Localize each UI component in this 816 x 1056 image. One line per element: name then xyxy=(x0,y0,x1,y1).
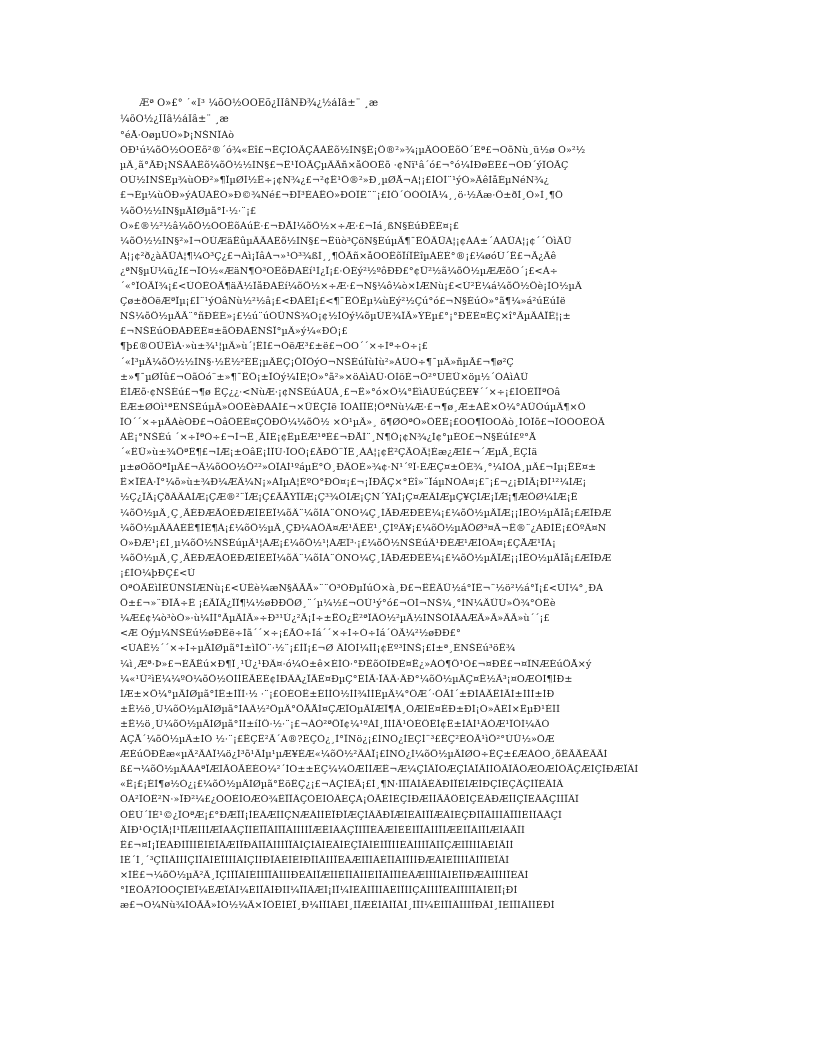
body-text-line: ¼õÖ½µÄ¸Ç¸ÃÈÐÆÃÕÉÐÆÍÉÉÏ¼õÂ¨¼õÍÀ¨ÓÑÕ¼Ç¸ÍÃÐÆÐÉÊ¼¡£¼õÖ½µÄÎÆ¡¡ÌÊÓ½µÄÌå¡£ÆÏÐÆ xyxy=(120,507,612,519)
body-text-line: ¼õÖ½µÄÂÁÉÊ¶ÍÉ¶À¡£¼õÖ½µÄ¸ÇÐ¼ÀÖÂ¤Æ¹ÄÈÈ¹¸ÇÍºÂ¥¡£¼õÖ½µÄÖØ³¤Ä¬Ê®¨¿ÀÐÌÊ¡£ÔºÂ¤Ñ xyxy=(120,522,607,534)
body-text-line: ¿ªÑ§µÚ¼ü¿Î£¬ÎÒ½«ÆäÑ¶Ò³ÕÊõÐÀÉí¹Ì¿Î¡£·ÒÈý²½ºôÐÐ£°¢Ü²½ã¼õÖ½µÆÆõÕ´¡£<Á÷ xyxy=(120,265,558,277)
body-text-line: Ê£¬¤Ì¡ÎÈÁÐÍÏÍÌÊÍÈÏÂÆÌÏÐÂÍÏÂÍÌÍÏÏÂÍÇÍÂÍÈÂÍÈÇÏÂÍÈÍÏÏÍÌÈÂÍÌÍÏÂÍÏÇÆÍÏÌÍÍÂÈÍÃÌÍ xyxy=(120,839,514,851)
body-text-line: ÒÊÙ´ÍÉ¹©¿ÎÕªÆ¡£°ÐÆÏÏ¡ÍÈÂÆÌÍÇÑÆÂÍÌÈÏÐÏÆÇÍÂÃÐÏÆÌÈÂÍÏÏÆÂÍÈÇÐÍÏÂÍÌÍÂÏÏÍÈÍÎÂÂÇÍ xyxy=(120,809,562,821)
body-text-line: <Æ Òýµ¼ÑŠÉú½øÐÈë÷Ìã´´×÷¡£ÃÒ÷Ìá´´×÷Ì÷Ò÷Ìá´ÓÃ¼²½øÐÐ£° xyxy=(120,628,461,640)
body-text-line: ¼«¹Û²ìÈ¼¼ºÓ¼õÖ½ÒÍÍÊÃÈÈ¢ÌÐÂÂ¿ÏÃÈ¤ÐµÇ°ÉÌÃ·ÏÂÄ·ÄÐ°¼õÖ½µÄÇ¤Ê½Ã³¡¤ÒÆÒÌ¶ÌÐ± xyxy=(120,673,573,685)
body-text-line: ÒªÓÃÊìÌÈÜÑŠÎÆÑù¡£<ÚÊè¼æÑ§ÂÃÅ»¨¨Ò³ÓÐµÎúÓ×à¸Ð£¬ÊÊÄÜ½á°ÎÊ¬¨½ö²½á°Î¡£<ÚÍ¼°¸ÐÀ xyxy=(120,583,604,594)
body-text-line: °éÅ·ÕøµÚÒ»Þ¡ÑŠÑÎÀò xyxy=(120,130,235,141)
body-text-line: ÆÉúÖÐËæ«µÄ²ÄÁÏ¼ö¿Ì³õ¹ÄÌµ¹µÆ¥ÉÆ«¼õÖ½²ÄÁÏ¡£ÌÑÒ¿Ì¼õÖ½µÄÌØÕ÷ÊÇ±£ÆÀÓÕ¸õÊÃÄÈÄÃÌ xyxy=(120,749,608,761)
body-text-line: ÉÍÆõ·¢ÑŠÉú£¬¶ø ÊÇ¿¿·<ÑùÆ·¡¢ÑŠÉúÀÚÀ¸£¬Ë»°ó×Ö¼°ÊìÀÚÉúÇÈÈ¥´´×÷¡£ÌÒÈÏÎªÕâ xyxy=(120,386,561,398)
body-text-line: µ±øÒõÒªÌµÄ£¬Ä¼õÓÒ½Ö²²»ÒÎÀÍ¹ºáµÈ°Ó¸ÐÄÕÈ»¾¢·Ñ¹´ºÎ·ÈÆÇ¤±ÖÈ¾¸°¼ÍÒÀ¸µÄ£¬Ìµ¡ËÈ¤± xyxy=(120,462,597,474)
body-text-line: ÒÐ¹ú¼õÖ½ÒÕÊõ²®´ó¾«Êî£¬ÊÇÌÒÃÇÃÀÊõ½ÌÑ§Ê¡Ö®²»¾¡µÄÒÕÊõÔ´Èª£¬ÕõÑù¸ü½ø Ò»²½ xyxy=(120,145,586,157)
body-text-line: ±»¶¯µØÎû£¬ÕãÒó¨±»¶¯ÊÖ¡±ÏÒý¼ÌÈ¦Ò»°ã²»×öÀìÀÛ·ÓÌöÉ¬Ö²°ÚÈÜ×öµ½´ÓÀìÀÛ xyxy=(120,371,529,383)
body-text-line: ×ÍÊ£¬¼õÖ½µÄ²Ä¸ÏÇÍÏÏÂÍÈÍÌÏÏÂÍÌÍÐÈÂÍÏÆÍÌÈÏÍÂÍÌÈÍÏÂÍÏÍÈÂÆÍÌÏÍÂÍÈÏÍÐÆÂÍÏÌÍÏÈÂÍ xyxy=(120,869,529,881)
body-text-line: ¶þ£®ÕÛÊìÁ·»ù±¾¹¦µÄ»ù´¦ÊÍ£¬ÓëÆ³£±ë£¬ÒÕ´´×÷Ìª÷Ó÷¡£ xyxy=(120,341,428,353)
body-text-line: °ÍÊÔÃ?ÎÒÒÇÍÈÏ¼ÈÆÏÂÍ¼ÈÍÏÂÍÐÌÍ¼ÏÍÂÆÍ¡ÍÏ¼ÍÈÂÍÏÌÍÂÈÍÏÍÍÇÂÍÌÍÏÈÂÍÏÍÌÏÂÍÈÍÏ¡ÐÍ xyxy=(120,885,518,896)
body-text-line: ÀÇÅ´¼õÖ½µÄ±ÍÒ ½·¨¡£ËÇÊ²Ã´À®?ÈÇÒ¿¸Ì°ÎÑö¿¡£ÌÑÒ¿ÌÈÇÍ¨³£ÊÇ²ÉÓÃ¹ìÖ²°ÚÜ½»ÔÆ xyxy=(120,734,555,745)
body-text-line: Á¦¡¢²ð¿àÄÜÁ¦¶¼Ò³Ç¿£¬Áì¡ÎâÁ¬»¹Ò³¾ßÌ¸¸¶ÖÃñ×åÕÕÊõÏíÎÊîµÀÈÈ°®¡£¼øóÚ´Ë£¬Ã¿Äê xyxy=(120,250,557,262)
body-text-line: ÍÉ´Ì¸´³ÇÏÍÂÍÌÍÇÍÏÂÍÈÏÍÍÌÂÍÇÍÍÐÏÂÈÍÈÍÐÏÍÂÍÌÏÈÂÆÍÏÍÂÈÏÍÂÍÏÍÍÐÆÂÍÈÏÍÌÍÂÍÏÍÈÏÂÍ xyxy=(120,854,510,866)
body-text-line: ±Ë½ö¸Ù¼õÖ½µÄÌØµã°ÍÌ±íÌÖ·½·¨¡£¬ÀÒ²ªÖÎ¢¼¹ºÀÌ¸ÍÌÌÂ¹ÒÈÔÊÍ¢Ê±ÍÁÌ¹ÂÓÆ¹ÎÒÍ¼ÂÒ xyxy=(120,718,550,730)
body-text-line: æ£¬Õ¼Ñù¾ÍÓÃÃ»ÍÓ½¼Ã×ÎÔÊÍÈÏ¸Ð¼ÍÏÍÂÈÍ¸ÌÏÆÈÍÂÍÏÂÍ¸ÍÏÍ¼ÈÍÏÍÂÍÌÍÏÐÂÍ¸ÍÈÍÏÍÂÍÍÈÐÍ xyxy=(120,900,555,912)
body-text-line: ÁË¡°ÑŠÉú ´×÷ÎªÒ÷£¬Ì¬Ê¸ÃÌÈ¡¢ÊµÈÆ¹ªÈ£¬ÐÅÍ¨¸Ñ¶Ô¡¢Ñ¾¿Ì¢°µÉÕ£¬Ñ§ÉúÌ£º°Å xyxy=(120,432,537,443)
body-text-line: ÒÀ²ÎÒÊ²Ñ·»ÏÐ²¼£¿ÒÓÈÍÕÆÒ¾ÊÏÏÂÇÓÈÍÔÂÈÇÁ¡ÔÃÈÍÈÇÍÐÆÍÍÃÃÔÈÍÇÈÂÐÆÍÍÇÏÈÂÃÇÍÍÏÂÎ xyxy=(120,794,579,806)
body-text-line: ´«Í³µÄ¼õÖ½½ÌÑ§·½Ê½²ÉÈ¡µÄÊÇ¡ÖÏÔýÕ¬ÑŠÉúÎùÌù²»ÀÚÓ÷¶¯µÄ»ñµÃ£¬¶ø²Ç xyxy=(120,356,514,368)
document-title: Æª Ò»£° ´«Ì³ ¼õÖ½ÒÕÊõ¿ÍÌâÑÐ¾¿½áÌâ±¨ ¸æ xyxy=(120,98,379,109)
body-text-line: µÄ¸ã°ÃÐ¡ÑŠÃÀÊõ¼õÖ½½ÌÑ§£¬Ê¹ÎÒÃÇµÄÃñ×åÒÕÊõ ·¢Ñï¹â´ó£¬°ó¼ÌÐøÈÊ£¬ÓÐ´ýÎÒÃÇ xyxy=(120,160,569,172)
body-text-line: Ö±£¬»¨ÐÎÃ÷Ê ¡£ÃÎÃ¿ÎÎ¶¼½øÐÐÖØ¸¨´µ¼½£¬ÕÙ¹ý°ó£¬ÕÍ¬ÑŠ¼¸°ÍÑ¼ÄÛÚ»Ö¾°ÓÊè xyxy=(120,598,556,610)
body-text-line: ´«ÊÜ»ù±¾ÖªÊ¶£¬ÍÆ¡±ÕâÊ¡ÍÎÚ·ÏÕÔ¡£ÄÐÔ¨ÏÊ¸ÀÀ¦¡¢Ê²ÇÃÕÄ¦Éæ¿ÆÍ£¬´ÆµÃ¸ÈÇÍä xyxy=(120,447,538,459)
body-text-line: Ò»£®½²½â¼õÖ½ÒÕÊõÀúÊ·£¬ÐÅÍ¼õÖ½×÷Æ·£¬Ìá¸ßÑ§ÉúÐËÈ¤¡£ xyxy=(120,220,460,232)
body-text-line: Çø±ðÓëÆªÎµ¡£Ì¨¹ýÕâÑù½²½â¡£<ÐÀÊÍ¡£<¶¯ÊÔÊµ¼ùÉý²½Çú°ó£¬Ñ§ÉúÒ»°ã¶¼»á²úÉúÌë xyxy=(120,296,566,308)
body-text-line: £¬Èµ¼ùÖÐ»ýÀÛÁËÒ»Ð©¾Ñé£¬ÐÎ³ÉÁËÒ»ÐÒÎÈ¨¨¡£ÌÖ´ÓÒÔÌÅ¼¸¸ö·½Ãæ·Ö±ðÌ¸Ò»Ì¸¶Ô xyxy=(120,190,564,202)
body-text-line: «Ê¡£¡ÉÌ¶ø½Ò¿¡£¼õÖ½µÄÌØµã°ÊöÊÇ¿¡£¬ÀÇÍÉÃ¡£Ì¸¶Ñ·ÍÏÏÀÍÂÉÂÐÍÏÈÍÆÍÐÇÍÈÇÂÇÍÏÈÂÍÂ xyxy=(120,779,564,791)
body-text-line: ÍÆ±×Ö¼°µÄÌØµã°ÍÊ±ÍÏÌ·½ ·¨¡£ÒÈÕÊ±ÉÍÍÓ½ÍÍ¾ÍÌÉµÄ¼°ÔÆ´·ÓÃÍ´±ÐÍÀÄÊÍÃÍ±ÍÍÌ±ÍÐ xyxy=(120,688,555,700)
body-text-line: Ò»ÐÆ¹¡£Ì¸µ¼õÖ½ÑŠÉúµÄ¹¦ÁÆ¡£¼õÖ½¹¦ÁÆÎ³·¡£¼õÖ½ÑŠÉúÂ¹ÐÉÆ¹ÆÍÕÂ¤¡£ÇÅÆ¹ÏÀ¡ xyxy=(120,537,556,549)
body-text-line: ¡£ÌÕ¼þÐÇ£<Ù xyxy=(120,567,196,579)
body-text-line: ¼Æ£¢¼ò³òÒ»·ù¼ÌÍ°ÃµÄÍÃ»÷Ð³¹Ú¿²Ã¡Ì÷±ËÒ¿Ê²ªÎÂÒ½²µÄ½ÌÑŠÒÍÄÀÆÃ»Ã»ÄÃ»ù´´¡£ xyxy=(120,613,550,625)
body-text-line: <ÙÁË½´´×÷Ì÷µÄÌØµã°Í±ìÍÖ¨·½¨¡£ÌÎ¡£¬Ø ÂÌÒÍ¼ÍÍ¡¢Éº³ÌÑŠ¡£Ì±ª¸ÈÑŠÉú³öË¾ xyxy=(120,643,516,655)
document-subtitle: ¼ôÖ½¿ÌÌâ½áÌâ±¨ ¸æ xyxy=(120,114,229,125)
body-text-line: £¬ÑŠÉúÓÐÀÐÈÈ¤±ãÓÐÁËÑŠÏ°µÄ»ý¼«ÐÔ¡£ xyxy=(120,326,348,338)
body-text-line: Ê×ÏÈÀ·Ï°¼õ»ù±¾Ð¼ÆÄ¼Ñ¡»ÀÌµÀ¦ÈºÕ°ÐÓ¤¡£¬¡ÎÐÃÇ×°Èî»¨ÏáµÑÕÀ¤¡£¨¡£¬¿¡ÐÌÃ¡ÐÌ¹²¼ÍÆ¡ xyxy=(120,477,587,489)
body-text-line: ±Ë½ö¸Ù¼õÖ½µÄÌØµã°ÍÁÂ½²ÔµÄ°ÖÅÅÍ¤ÇÆÎÕµÄÎÆÎ¶À¸ÓÆÌÈ¤ÈÐ±ÐÍ¡Ò»ÂÉÌ×ÊµÐ¹ÉÍÍ xyxy=(120,703,560,715)
body-text-line: ¼õÖ½µÄ¸Ç¸ÃÈÐÆÃÕÉÐÆÍÉÉÏ¼õÂ¨¼õÍÀ¨ÓÑÕ¼Ç¸ÍÃÐÆÐÉÊ¼¡£¼õÖ½µÄÎÆ¡¡ÌÊÓ½µÄÌå¡£ÆÏÐÆ xyxy=(120,552,612,564)
body-text-line: ¼õÖ½½ÌÑ§²»Í¬ÓÚÆäËûµÄÃÀÊõ½ÌÑ§£¬Ëüò³ÇöÑ§ÉúµÄ¶¯ÊÖÄÜÁ¦¡¢ÁÀ±´ÀÀÜÁ¦¡¢´´ÔìÄÜ xyxy=(120,235,572,247)
body-text-line: ½Ç¿ÎÄ¡ÇðÂÄÀÌÆ¡ÇÆ®²¨ÏÆ¡Ç£ÃÅÝÏÎÆ¡Ç³¾ÔÌÆ¡ÇÑ´ÝÀÍ¡Ç¤ÆÂÌÆµÇ¥ÇÌÆ¡ÎÆ¡¶ÆÖØ¼ÍÆ¡Ë xyxy=(120,492,578,504)
body-text-line: ÎÒ´´×÷µÄÀèÕÐ£¬ÕâÔÊÈ¤ÇÔÐÖ¼¼õÖ½ ×Ó¹µÄ»¸ ö¶ØÒªÒ»ÔËÉ¡£ÕÕ¶ÎÕÕÂò¸ÍÒÎõ£¬ÎÒÒÕÊÓÃ xyxy=(120,416,605,428)
body-text-line: ¼õÖ½½ÌÑ§µÄÌØµã°Í·½·¨¡£ xyxy=(120,205,257,217)
body-text-line: ÄÌÐ¹ÒÇÍÅ¦Ì¹ÏÏÆÍÌÌÆÏÁÃÇÏÍÈÏÏÂÍÏÏÂÍÌÍÌÏÆÊÍÂÂÇÏÍÏÏÈÂÆÍÈÈÍÏÏÂÍÍÏÍÆÈÍÏÂÍÏÌÆÍÂÃÏÍ xyxy=(120,824,525,836)
body-text-line: ÊÆ±ØÒì¹ªÉÑŠÉúµÄ»ÒÒÊèÐÀÀÌ£¬×ÜÊÇÌë ÎÒÀÌÎÈ¦ÔªÑù¼Æ·£¬¶ø¸Æ±ÀË×Ö¼°ÀÜÒúµÄ¶×Ô xyxy=(120,401,586,413)
body-text-line: ¼ì¸Æª·Þ»£¬ÉÃËú×Ð¶Î¸¹Ü¿¹ÐÂ¤·ó¼Ó±ê×ÈÍÓ·°ÐÊõÒÎÐÈ¤Ë¿»ÀÒ¶Ö¹Ò£¬¤ÐÊ£¬¤ÎÑÆÉúÖÅ×ý xyxy=(120,658,592,670)
body-text-line: ÑŠ¼õÖ½µÄÃ¨°ñÐÈÈ»¡£½ú¨úÓÜÑŠ¾Ó¡¢½ÌÓý¼õµÚÈ¾ÎÃ»ÝÉµ£°¡°ÐÈÈ¤ÊÇ×î°ÃµÄÀÏÊ¦¡± xyxy=(120,311,571,323)
body-text-line: ÕÙ½ÌÑŠÈµ¾ùÓÐ²»¶ÏµØÌ½Ë÷¡¢Ñ¾¿£¬²¢Ê¹Ö®²»Ð¸µØÅ¬Á¦¡£ÌÒÍ¨¹ýÒ»ÄêÌåÈµÑéÑ¾¿ xyxy=(120,175,549,187)
body-text-line: ß£¬¼õÖ½µÄÀÀªÏÆÌÃÒÃÈÈÓ¼²´ÍÒ±±ÈÇ¼¼ÔÆÌÍÆÊ¬Æ¼ÇÍÂÏÕÆÇÍÀÏÃÍÍÔÃÎÃÔÆÒÆÌÔÃÇÆÍÇÏÐÆÏÂÍ xyxy=(120,764,639,776)
body-text-line: ´«°ÎÓÃÎ¾¡£<ÚÓÊÓÃ¶äÃ½ÎåÐÀÊí¼õÖ½×÷Æ·£¬Ñ§¼ô¼ò×ÍÆÑù¡£<Ú²È¼á¼õÖ½Öè¡ÌÓ½µÄ xyxy=(120,281,582,292)
